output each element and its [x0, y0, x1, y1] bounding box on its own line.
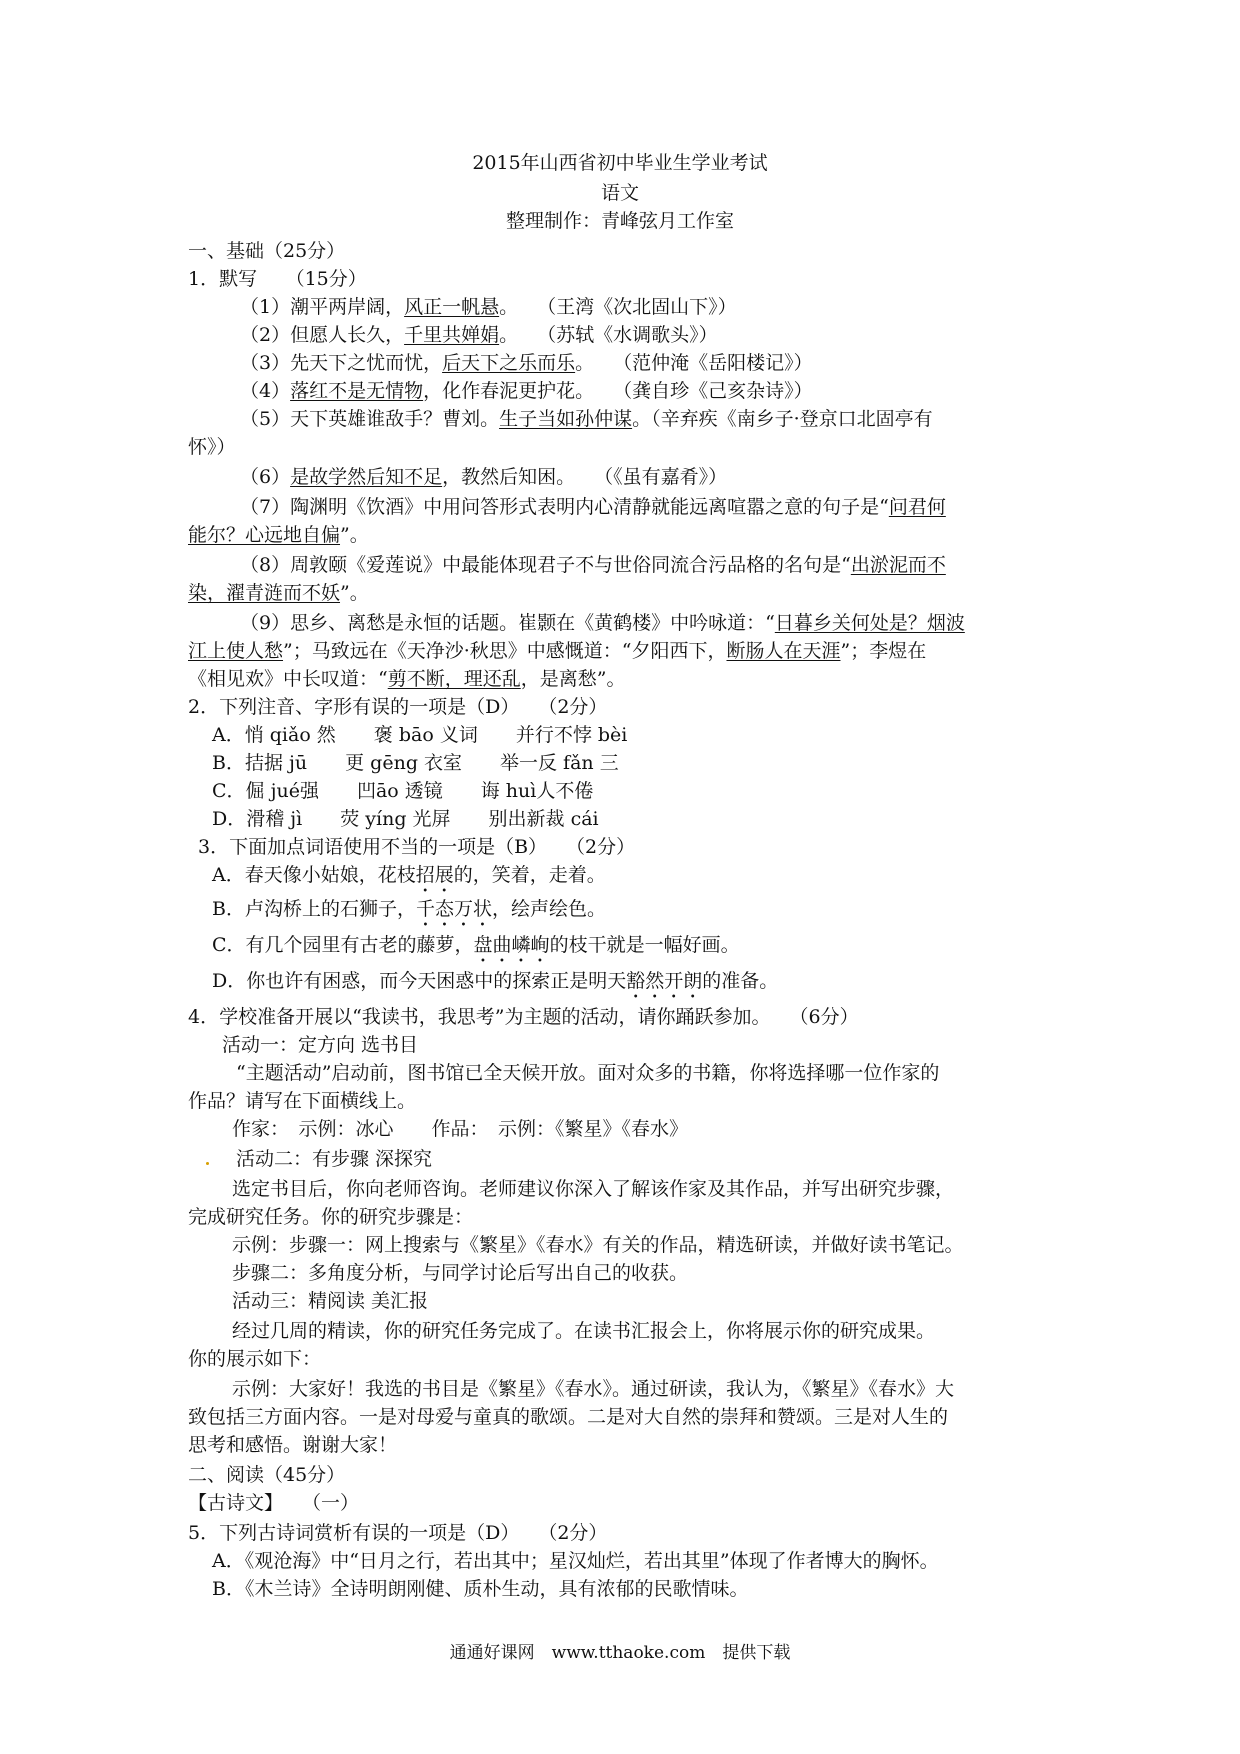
- text: （8）周敦颐《爱莲说》中最能体现君子不与世俗同流合污品格的名句是“: [240, 554, 851, 576]
- text: ”；马致远在《天净沙·秋思》中感慨道：“夕阳西下，: [283, 640, 727, 662]
- q3-stem: 3．下面加点词语使用不当的一项是（B） （2分）: [198, 836, 636, 858]
- text: 的，笑着，走着。: [453, 864, 606, 886]
- q4-paragraph: “主题活动”启动前，图书馆已全天候开放。面对众多的书籍，你将选择哪一位作家的: [236, 1062, 940, 1084]
- answer: 生子当如孙仲谋: [499, 408, 633, 430]
- text: ，绘声绘色。: [491, 898, 606, 920]
- q1-item-2: [240, 322, 718, 348]
- q4-example-step-2: 步骤二：多角度分析，与同学讨论后写出自己的收获。: [232, 1262, 689, 1284]
- q3-option-b: [212, 896, 606, 931]
- q4-paragraph: 选定书目后，你向老师咨询。老师建议你深入了解该作家及其作品，并写出研究步骤，: [232, 1178, 955, 1200]
- q4-example-speech: 致包括三方面内容。一是对母爱与童真的歌颂。二是对大自然的崇拜和赞颂。三是对人生的: [188, 1406, 949, 1428]
- q5-option-a: A．《观沧海》中“日月之行，若出其中；星汉灿烂，若出其里”体现了作者博大的胸怀。: [212, 1550, 939, 1572]
- q1-item-8-cont: [188, 580, 369, 606]
- q3-option-a: [212, 862, 606, 897]
- answer: 是故学然后知不足: [290, 466, 443, 488]
- answer: 江上使人愁: [188, 640, 284, 662]
- text: 。 （苏轼《水调歌头》）: [499, 324, 718, 346]
- q1-item-4: [240, 378, 813, 404]
- dotted-term: 豁然开朗: [626, 970, 703, 992]
- text: 。 （王湾《次北固山下》）: [499, 296, 737, 318]
- q1-item-5-cont: 怀》）: [188, 436, 236, 458]
- ancient-text-heading: 【古诗文】 （一）: [188, 1492, 360, 1514]
- q1-item-9-cont2: [188, 666, 625, 692]
- text: （2）但愿人长久，: [240, 324, 405, 346]
- q4-activity-2: 活动二：有步骤 深探究: [236, 1148, 433, 1170]
- q2-option-d: D．滑稽 jì 荧 yíng 光屏 别出新裁 cái: [212, 808, 599, 830]
- answer: 问君何: [888, 496, 946, 518]
- answer: 能尔？心远地自偏: [188, 524, 341, 546]
- q1-item-6: [240, 464, 727, 490]
- q1-item-8: [240, 552, 946, 578]
- text: 的准备。: [702, 970, 779, 992]
- exam-subject: 语文: [600, 182, 639, 204]
- q4-paragraph: 完成研究任务。你的研究步骤是：: [188, 1206, 474, 1228]
- text: ”；李煜在: [840, 640, 927, 662]
- q4-activity-1: 活动一：定方向 选书目: [222, 1034, 419, 1056]
- section-basics-heading: 一、基础（25分）: [188, 240, 346, 262]
- q4-paragraph: 你的展示如下：: [188, 1348, 322, 1370]
- text: 。 （范仲淹《岳阳楼记》）: [575, 352, 813, 374]
- text: A．春天像小姑娘，花枝: [212, 864, 416, 886]
- q4-activity-3: 活动三：精阅读 美汇报: [232, 1290, 429, 1312]
- q4-paragraph: 经过几周的精读，你的研究任务完成了。在读书汇报会上，你将展示你的研究成果。: [232, 1320, 936, 1342]
- text: （6）: [240, 466, 291, 488]
- text: （5）天下英雄谁敌手？曹刘。: [240, 408, 500, 430]
- text: 《相见欢》中长叹道：“: [188, 668, 388, 690]
- q2-option-a: A．悄 qiǎo 然 褒 bāo 义词 并行不悖 bèi: [212, 724, 628, 746]
- q1-item-9-cont: [188, 638, 926, 664]
- dotted-term: 盘曲嶙峋: [473, 934, 550, 956]
- answer: 风正一帆悬: [404, 296, 500, 318]
- q4-example-speech: 示例：大家好！我选的书目是《繁星》《春水》。通过研读，我认为，《繁星》《春水》大: [232, 1378, 955, 1400]
- q1-item-1: [240, 294, 737, 320]
- text: ，化作春泥更护花。 （龚自珍《己亥杂诗》）: [423, 380, 813, 402]
- page-footer: 通通好课网 www.tthaoke.com 提供下载: [449, 1643, 791, 1663]
- q4-stem: 4．学校准备开展以“我读书，我思考”为主题的活动，请你踊跃参加。 （6分）: [188, 1006, 859, 1028]
- q3-option-d: [212, 968, 778, 1003]
- q3-option-c: [212, 932, 740, 967]
- dotted-term: 招展: [415, 864, 454, 886]
- text: ”。: [340, 582, 369, 604]
- q1-item-7-cont: [188, 522, 369, 548]
- text: C．有几个园里有古老的藤萝，: [212, 934, 474, 956]
- stray-mark: [206, 1162, 209, 1165]
- exam-title: 2015年山西省初中毕业生学业考试: [472, 152, 768, 174]
- q1-item-5: [240, 406, 933, 432]
- q5-option-b: B．《木兰诗》全诗明朗刚健、质朴生动，具有浓郁的民歌情味。: [212, 1578, 749, 1600]
- answer: 日暮乡关何处是？烟波: [774, 612, 965, 634]
- answer: 后天下之乐而乐: [442, 352, 576, 374]
- answer: 出淤泥而不: [850, 554, 946, 576]
- q2-option-c: C．倔 jué强 凹āo 透镜 诲 huì人不倦: [212, 780, 594, 802]
- text: 的枝干就是一幅好画。: [549, 934, 740, 956]
- q1-item-7: [240, 494, 946, 520]
- q4-example-step-1: 示例：步骤一：网上搜索与《繁星》《春水》有关的作品，精选研读，并做好读书笔记。: [232, 1234, 964, 1256]
- text: D．你也许有困惑，而今天困惑中的探索正是明天: [212, 970, 627, 992]
- q4-paragraph: 作品？请写在下面横线上。: [188, 1090, 417, 1112]
- text: B．卢沟桥上的石狮子，: [212, 898, 416, 920]
- text: ，教然后知困。 （《虽有嘉肴》）: [442, 466, 728, 488]
- answer: 染，濯青涟而不妖: [188, 582, 341, 604]
- q4-example-speech: 思考和感悟。谢谢大家！: [188, 1434, 398, 1456]
- answer: 断肠人在天涯: [726, 640, 841, 662]
- q2-stem: 2．下列注音、字形有误的一项是（D） （2分）: [188, 696, 608, 718]
- text: （1）潮平两岸阔，: [240, 296, 405, 318]
- text: 。（辛弃疾《南乡子·登京口北固亭有: [632, 408, 933, 430]
- q1-item-9: [240, 610, 965, 636]
- text: ”。: [340, 524, 369, 546]
- exam-maker: 整理制作：青峰弦月工作室: [505, 210, 734, 232]
- answer: 千里共婵娟: [404, 324, 500, 346]
- text: （3）先天下之忧而忧，: [240, 352, 443, 374]
- section-reading-heading: 二、阅读（45分）: [188, 1464, 346, 1486]
- text: （7）陶渊明《饮酒》中用问答形式表明内心清静就能远离喧嚣之意的句子是“: [240, 496, 889, 518]
- answer: 剪不断，理还乱: [387, 668, 521, 690]
- dotted-term: 千态万状: [415, 898, 492, 920]
- text: （9）思乡、离愁是永恒的话题。崔颢在《黄鹤楼》中吟咏道：“: [240, 612, 775, 634]
- answer: 落红不是无情物: [290, 380, 424, 402]
- q5-stem: 5．下列古诗词赏析有误的一项是（D） （2分）: [188, 1522, 608, 1544]
- q4-example-author: 作家： 示例：冰心 作品： 示例：《繁星》《春水》: [232, 1118, 689, 1140]
- text: （4）: [240, 380, 291, 402]
- q2-option-b: B．拮据 jū 更 gēng 衣室 举一反 fǎn 三: [212, 752, 619, 774]
- q1-heading: 1．默写 （15分）: [188, 268, 367, 290]
- q1-item-3: [240, 350, 813, 376]
- text: ，是离愁”。: [520, 668, 626, 690]
